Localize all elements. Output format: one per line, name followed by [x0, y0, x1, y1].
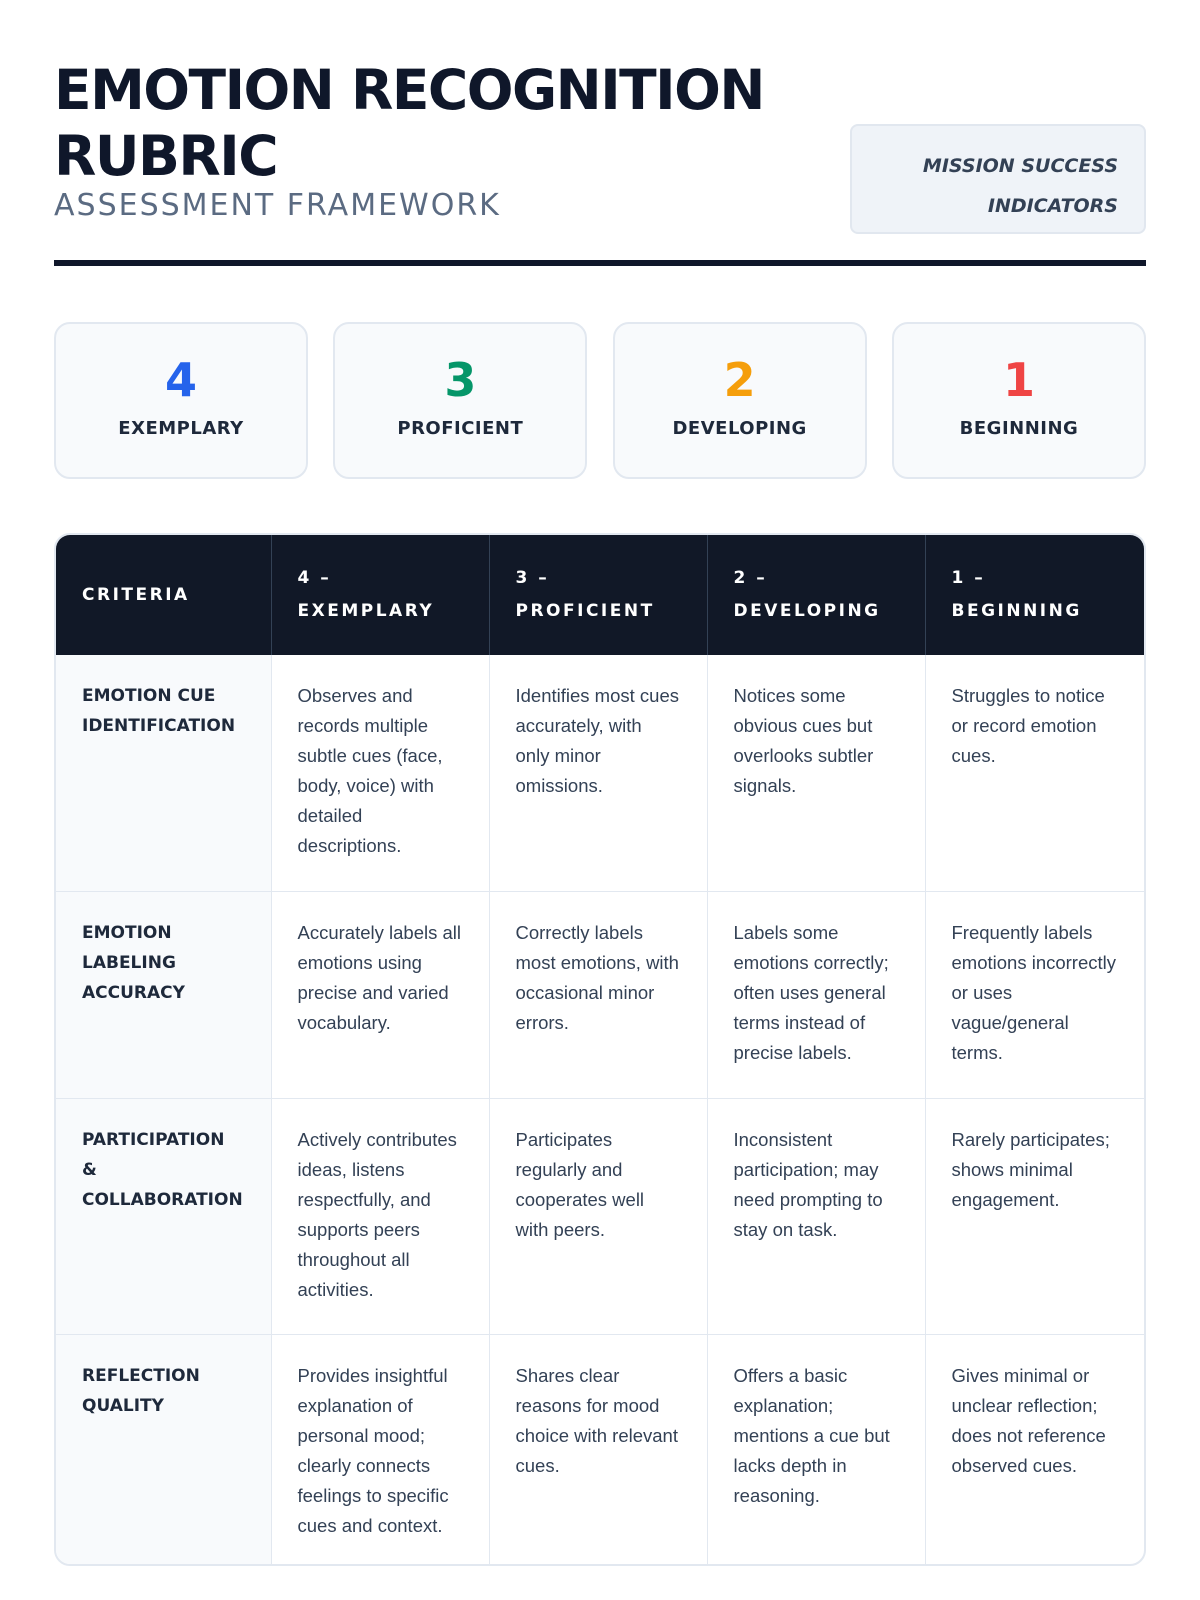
level-card-2 [613, 322, 867, 479]
level-name: PROFICIENT [397, 418, 524, 439]
table-row [56, 891, 1144, 1098]
mission-badge [850, 124, 1146, 234]
criterion-label: EMOTION CUE IDENTIFICATION [56, 655, 271, 891]
level-score: 1 [1002, 353, 1035, 407]
rubric-cell: Participates regularly and cooperates well with peers. [489, 1098, 707, 1334]
mission-badge-line1: MISSION SUCCESS [922, 155, 1118, 177]
table-row [56, 655, 1144, 891]
level-name: BEGINNING [959, 418, 1079, 439]
level-score: 4 [164, 353, 197, 407]
level-name: EXEMPLARY [118, 418, 244, 439]
header-developing: 2 – DEVELOPING [707, 535, 925, 655]
level-score: 3 [444, 353, 477, 407]
table-row [56, 1334, 1144, 1566]
page-header [54, 0, 1146, 270]
level-score: 2 [723, 353, 756, 407]
rubric-cell: Struggles to notice or record emotion cues. [951, 685, 1105, 766]
page-title: EMOTION RECOGNITION RUBRIC [54, 58, 764, 188]
rubric-table-container [54, 533, 1146, 1566]
table-row [56, 1098, 1144, 1334]
header-exemplary: 4 – EXEMPLARY [271, 535, 489, 655]
mission-badge-line2: INDICATORS [987, 195, 1118, 217]
header-proficient: 3 – PROFICIENT [489, 535, 707, 655]
rubric-table [56, 535, 1144, 1566]
header-beginning: 1 – BEGINNING [925, 535, 1144, 655]
level-name: DEVELOPING [672, 418, 807, 439]
header-divider [54, 260, 1146, 266]
rubric-cell: Gives minimal or unclear reflection; does not reference observed cues. [925, 1334, 1144, 1566]
rubric-cell: Actively contributes ideas, listens respectfully, and supports peers throughout all activities. [271, 1098, 489, 1334]
rubric-cell: Observes and records multiple subtle cues (face, body, voice) with detailed descriptions. [271, 655, 489, 891]
rubric-cell: Offers a basic explanation; mentions a cue but lacks depth in reasoning. [707, 1334, 925, 1566]
level-card-3 [333, 322, 587, 479]
level-card-1 [892, 322, 1146, 479]
rubric-cell: Frequently labels emotions incorrectly or uses vague/general terms. [925, 891, 1144, 1098]
rubric-cell: Rarely participates; shows minimal engagement. [925, 1098, 1144, 1334]
rubric-cell: Inconsistent participation; may need prompting to stay on task. [707, 1098, 925, 1334]
criterion-label: EMOTION LABELING ACCURACY [56, 891, 271, 1098]
header-criteria: CRITERIA [56, 535, 271, 655]
rubric-cell: Accurately labels all emotions using precise and varied vocabulary. [271, 891, 489, 1098]
page-subtitle: ASSESSMENT FRAMEWORK [54, 188, 501, 223]
rubric-cell: Provides insightful explanation of personal mood; clearly connects feelings to specific cues and context. [271, 1334, 489, 1566]
criterion-label: REFLECTION QUALITY [56, 1334, 271, 1566]
table-header-row [56, 535, 1144, 655]
level-card-4 [54, 322, 308, 479]
criterion-label: PARTICIPATION & COLLABORATION [56, 1098, 271, 1334]
rubric-cell: Labels some emotions correctly; often uses general terms instead of precise labels. [707, 891, 925, 1098]
rubric-cell: Identifies most cues accurately, with only minor omissions. [489, 655, 707, 891]
rubric-cell: Shares clear reasons for mood choice with relevant cues. [489, 1334, 707, 1566]
rubric-cell: Correctly labels most emotions, with occasional minor errors. [489, 891, 707, 1098]
rubric-cell: Notices some obvious cues but overlooks subtler signals. [707, 655, 925, 891]
score-levels [54, 322, 1146, 479]
